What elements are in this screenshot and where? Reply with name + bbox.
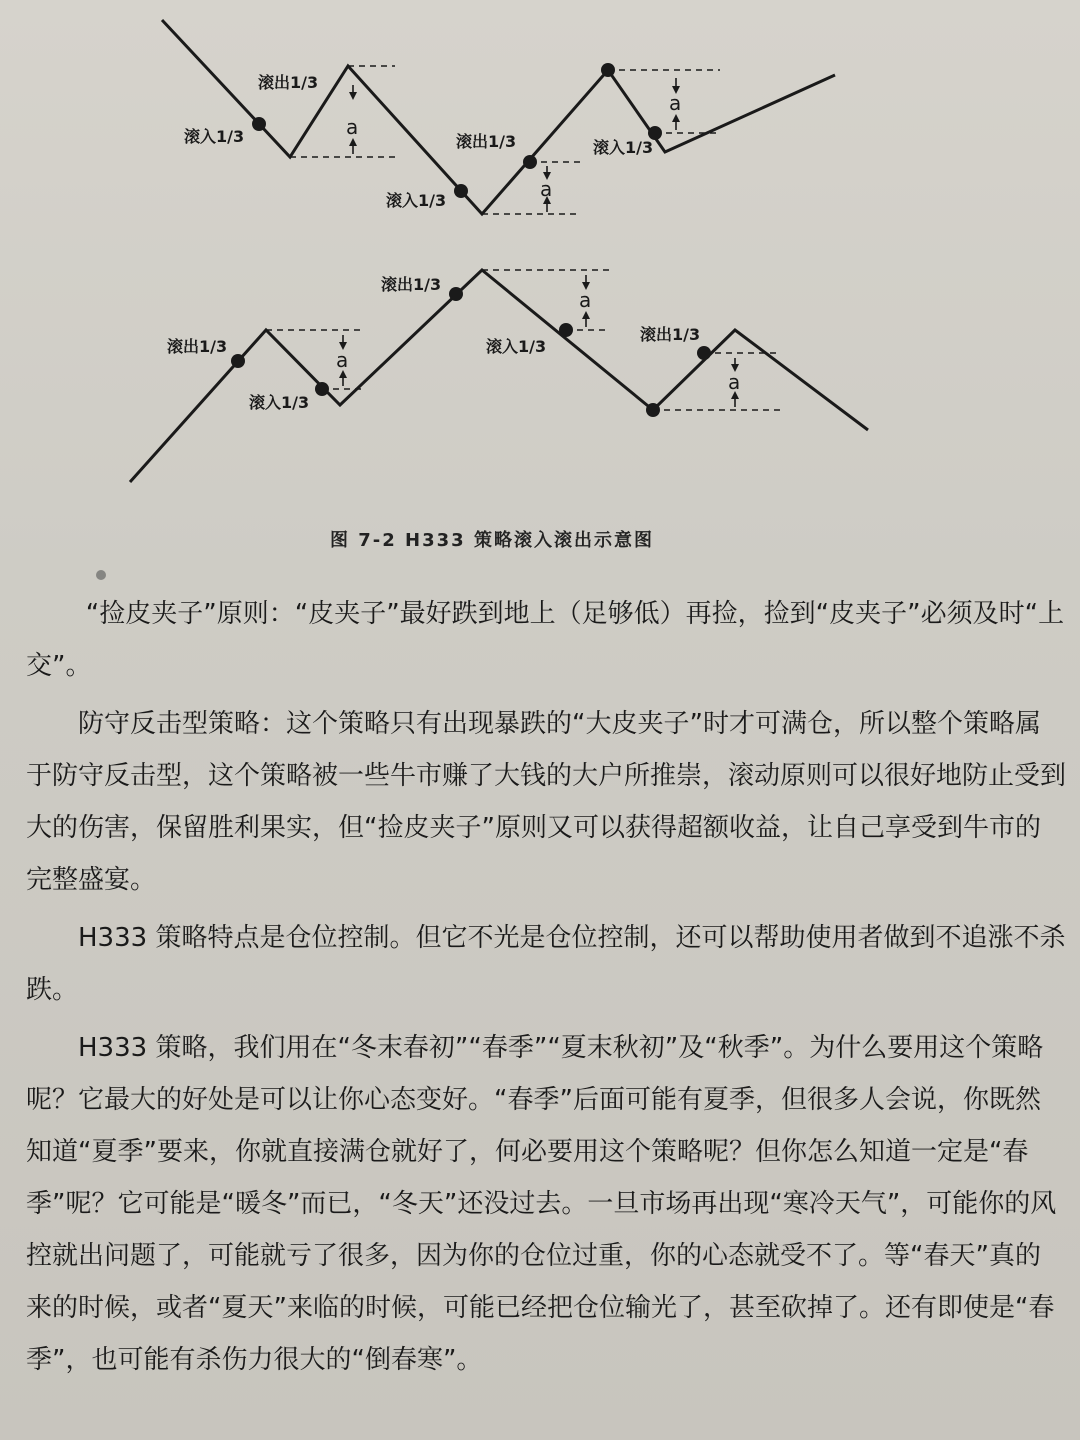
roll-in-roll-out-diagram <box>0 0 1080 560</box>
gap-label: a <box>336 348 349 372</box>
roll-in-label: 滚入1/3 <box>386 191 447 210</box>
ink-mark <box>96 570 106 580</box>
roll-in-point <box>646 403 660 417</box>
roll-in-point <box>252 117 266 131</box>
roll-out-label: 滚出1/3 <box>167 337 228 356</box>
paragraph: H333 策略特点是仓位控制。但它不光是仓位控制，还可以帮助使用者做到不追涨不杀跌。 <box>26 923 1066 1005</box>
roll-in-point <box>454 184 468 198</box>
roll-out-label: 滚出1/3 <box>258 73 319 92</box>
roll-out-point <box>523 155 537 169</box>
paragraph: “捡皮夹子”原则：“皮夹子”最好跌到地上（足够低）再捡，捡到“皮夹子”必须及时“上交”。 <box>26 599 1065 681</box>
roll-out-label: 滚出1/3 <box>640 325 701 344</box>
roll-in-point <box>559 323 573 337</box>
body-text <box>26 588 1066 1392</box>
gap-label: a <box>579 288 592 312</box>
gap-label: a <box>669 91 682 115</box>
roll-in-label: 滚入1/3 <box>249 393 310 412</box>
roll-in-point <box>315 382 329 396</box>
roll-out-point <box>231 354 245 368</box>
figure-caption: 图 7-2 H333 策略滚入滚出示意图 <box>330 530 654 551</box>
roll-in-label: 滚入1/3 <box>184 127 245 146</box>
gap-label: a <box>540 177 553 201</box>
price-line-bottom <box>130 270 868 482</box>
roll-out-label: 滚出1/3 <box>381 275 442 294</box>
roll-out-label: 滚出1/3 <box>456 132 517 151</box>
roll-in-label: 滚入1/3 <box>486 337 547 356</box>
roll-in-label: 滚入1/3 <box>593 138 654 157</box>
roll-out-point <box>601 63 615 77</box>
gap-label: a <box>346 115 359 139</box>
paragraph: H333 策略，我们用在“冬末春初”“春季”“夏末秋初”及“秋季”。为什么要用这个策略呢？它最大的好处是可以让你心态变好。“春季”后面可能有夏季，但很多人会说，你既然知道“夏季”要来，你就直接满仓就好了，何必要用这个策略呢？但你怎么知道一定是“春季”呢？它可能是“暖冬”而已，“冬天”还没过去。一旦市场再出现“寒冷天气”，可能你的风控就出问题了，可能就亏了很多，因为你的仓位过重，你的心态就受不了。等“春天”真的来的时候，或者“夏天”来临的时候，可能已经把仓位输光了，甚至砍掉了。还有即使是“春季”，也可能有杀伤力很大的“倒春寒”。 <box>26 1033 1057 1375</box>
price-line-top <box>162 20 835 214</box>
roll-out-point <box>697 346 711 360</box>
gap-label: a <box>728 370 741 394</box>
paragraph: 防守反击型策略：这个策略只有出现暴跌的“大皮夹子”时才可满仓，所以整个策略属于防守反击型，这个策略被一些牛市赚了大钱的大户所推崇，滚动原则可以很好地防止受到大的伤害，保留胜利果实，但“捡皮夹子”原则又可以获得超额收益，让自己享受到牛市的完整盛宴。 <box>26 709 1067 895</box>
roll-out-point <box>449 287 463 301</box>
